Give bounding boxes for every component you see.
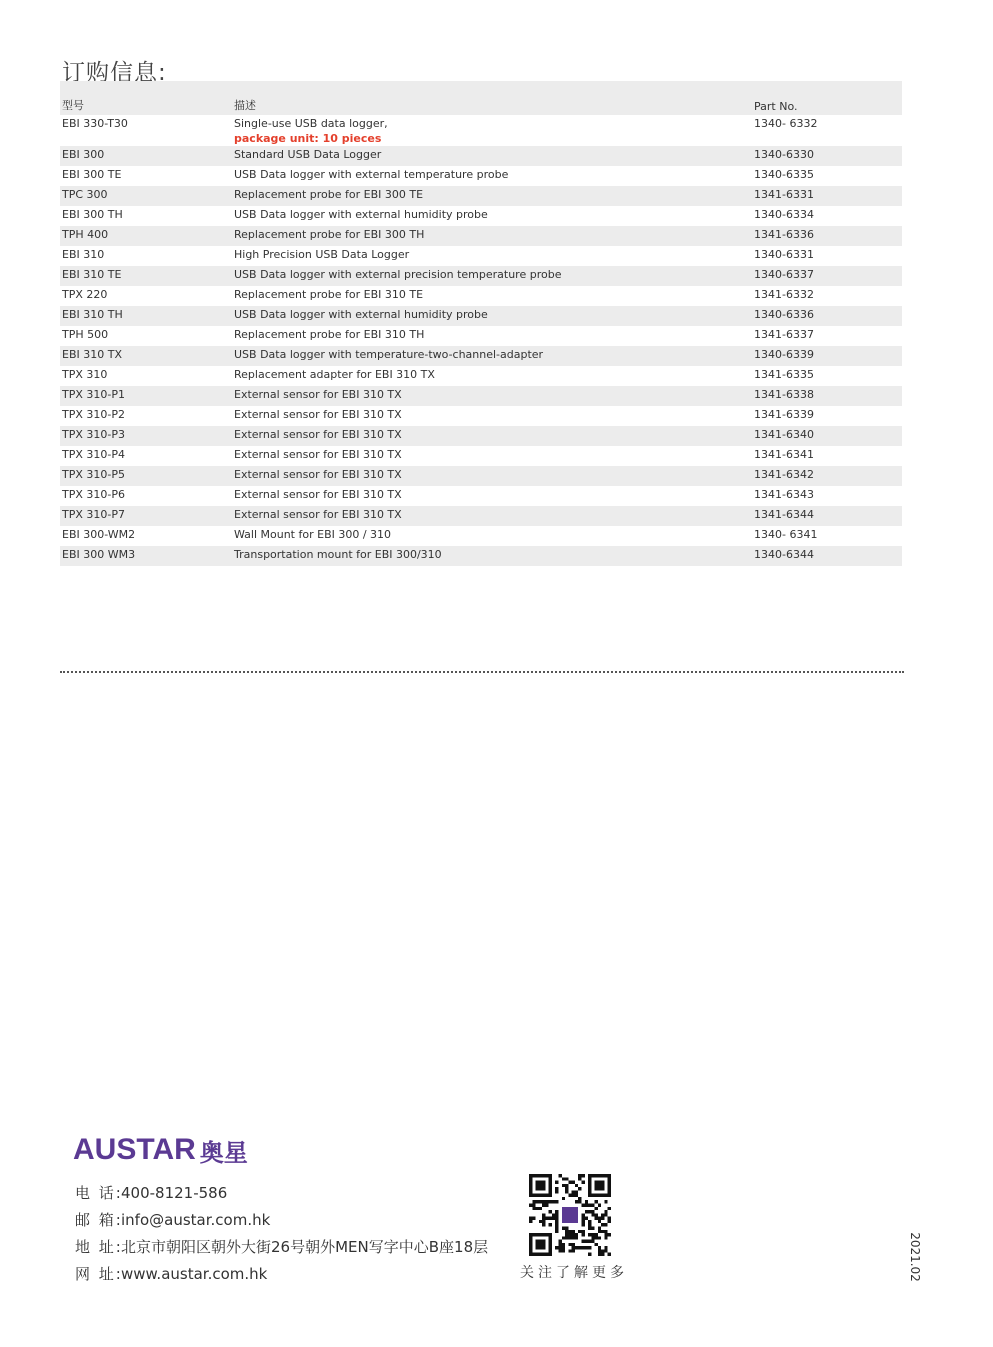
cell-part-no: 1340-6336 xyxy=(754,308,814,321)
table-row xyxy=(60,386,902,406)
cell-part-no: 1341-6331 xyxy=(754,188,814,201)
description-text: High Precision USB Data Logger xyxy=(234,248,410,261)
table-row xyxy=(60,366,902,386)
table-row xyxy=(60,466,902,486)
cell-model: TPH 400 xyxy=(62,228,109,241)
ordering-table xyxy=(60,81,902,566)
table-row xyxy=(60,326,902,346)
description-text: USB Data logger with external humidity probe xyxy=(234,308,488,321)
cell-description xyxy=(232,246,752,266)
cell-model: TPX 310-P7 xyxy=(62,508,125,521)
cell-description xyxy=(232,446,752,466)
cell-description xyxy=(232,426,752,446)
cell-model: TPX 220 xyxy=(62,288,108,301)
cell-part-no: 1341-6344 xyxy=(754,508,814,521)
table-header-row xyxy=(60,81,902,115)
table-row xyxy=(60,346,902,366)
cell-model: TPX 310-P6 xyxy=(62,488,125,501)
cell-description xyxy=(232,206,752,226)
cell-description xyxy=(232,466,752,486)
website-value[interactable]: www.austar.com.hk xyxy=(121,1265,268,1283)
contact-info xyxy=(75,1180,488,1288)
cell-part-no: 1341-6338 xyxy=(754,388,814,401)
contact-label: 电 话: xyxy=(75,1184,123,1202)
cell-description xyxy=(232,286,752,306)
description-text: Replacement probe for EBI 310 TE xyxy=(234,288,424,301)
table-row xyxy=(60,306,902,326)
cell-part-no: 1341-6341 xyxy=(754,448,814,461)
contact-phone xyxy=(75,1180,488,1207)
cell-part-no: 1340-6339 xyxy=(754,348,814,361)
package-note: package unit: 10 pieces xyxy=(234,132,382,145)
description-text: Standard USB Data Logger xyxy=(234,148,382,161)
cell-part-no: 1340-6330 xyxy=(754,148,814,161)
description-text: Transportation mount for EBI 300/310 xyxy=(234,548,442,561)
cell-description xyxy=(232,506,752,526)
cell-part-no: 1340-6344 xyxy=(754,548,814,561)
contact-label: 地 址: xyxy=(75,1238,123,1256)
cell-model: TPH 500 xyxy=(62,328,109,341)
cell-part-no: 1341-6332 xyxy=(754,288,814,301)
description-text: External sensor for EBI 310 TX xyxy=(234,448,402,461)
description-text: External sensor for EBI 310 TX xyxy=(234,388,402,401)
description-text: External sensor for EBI 310 TX xyxy=(234,468,402,481)
table-row xyxy=(60,526,902,546)
cell-part-no: 1340- 6341 xyxy=(754,528,818,541)
table-row xyxy=(60,115,902,146)
logo-text-cn: 奥星 xyxy=(199,1138,248,1167)
description-text: External sensor for EBI 310 TX xyxy=(234,408,402,421)
cell-model: EBI 330-T30 xyxy=(62,117,128,130)
cell-part-no: 1340-6337 xyxy=(754,268,814,281)
table-row xyxy=(60,506,902,526)
austar-logo xyxy=(73,1133,248,1167)
header-description: 描述 xyxy=(234,99,256,112)
table-row xyxy=(60,186,902,206)
cell-model: TPX 310-P1 xyxy=(62,388,125,401)
cell-part-no: 1341-6339 xyxy=(754,408,814,421)
cell-model: TPX 310-P2 xyxy=(62,408,125,421)
cell-model: EBI 300-WM2 xyxy=(62,528,136,541)
qr-caption: 关注了解更多 xyxy=(520,1265,628,1281)
cell-model: TPC 300 xyxy=(62,188,108,201)
table-row xyxy=(60,246,902,266)
address-value: 北京市朝阳区朝外大街26号朝外MEN写字中心B座18层 xyxy=(121,1238,489,1256)
cell-part-no: 1341-6340 xyxy=(754,428,814,441)
cell-description xyxy=(232,486,752,506)
cell-part-no: 1341-6335 xyxy=(754,368,814,381)
header-model: 型号 xyxy=(62,99,84,112)
cell-part-no: 1341-6342 xyxy=(754,468,814,481)
cell-part-no: 1340-6335 xyxy=(754,168,814,181)
qr-code-icon xyxy=(529,1174,611,1256)
table-row xyxy=(60,226,902,246)
cell-model: EBI 310 TX xyxy=(62,348,122,361)
cell-model: EBI 300 xyxy=(62,148,105,161)
description-text: USB Data logger with external temperature probe xyxy=(234,168,509,181)
table-row xyxy=(60,166,902,186)
cell-description xyxy=(232,326,752,346)
cell-model: TPX 310 xyxy=(62,368,108,381)
cell-part-no: 1341-6343 xyxy=(754,488,814,501)
cell-model: EBI 300 TE xyxy=(62,168,122,181)
cell-description xyxy=(232,346,752,366)
cell-description xyxy=(232,306,752,326)
cell-model: EBI 300 WM3 xyxy=(62,548,136,561)
description-text: External sensor for EBI 310 TX xyxy=(234,488,402,501)
table-row xyxy=(60,486,902,506)
cell-part-no: 1341-6337 xyxy=(754,328,814,341)
table-row xyxy=(60,426,902,446)
description-text: External sensor for EBI 310 TX xyxy=(234,508,402,521)
cell-model: TPX 310-P5 xyxy=(62,468,125,481)
contact-website xyxy=(75,1261,488,1288)
description-text: Replacement adapter for EBI 310 TX xyxy=(234,368,435,381)
cell-description xyxy=(232,186,752,206)
table-row xyxy=(60,146,902,166)
header-part-no: Part No. xyxy=(754,100,798,113)
description-text: Replacement probe for EBI 310 TH xyxy=(234,328,425,341)
contact-label: 网 址: xyxy=(75,1265,123,1283)
cell-description xyxy=(232,406,752,426)
cell-description xyxy=(232,386,752,406)
table-row xyxy=(60,286,902,306)
description-text: USB Data logger with temperature-two-channel-adapter xyxy=(234,348,544,361)
section-title: 订购信息: xyxy=(62,60,167,86)
table-row xyxy=(60,266,902,286)
description-text: Replacement probe for EBI 300 TH xyxy=(234,228,425,241)
description-text: Wall Mount for EBI 300 / 310 xyxy=(234,528,392,541)
contact-label: 邮 箱: xyxy=(75,1211,123,1229)
cell-description xyxy=(232,526,752,546)
description-text: External sensor for EBI 310 TX xyxy=(234,428,402,441)
table-row xyxy=(60,206,902,226)
cell-model: TPX 310-P3 xyxy=(62,428,125,441)
contact-email xyxy=(75,1207,488,1234)
table-body xyxy=(60,115,902,566)
table-row xyxy=(60,546,902,566)
cell-model: TPX 310-P4 xyxy=(62,448,125,461)
cell-model: EBI 300 TH xyxy=(62,208,123,221)
description-text: Replacement probe for EBI 300 TE xyxy=(234,188,424,201)
contact-address xyxy=(75,1234,488,1261)
cell-part-no: 1340- 6332 xyxy=(754,117,818,130)
cell-description xyxy=(232,166,752,186)
email-value[interactable]: info@austar.com.hk xyxy=(121,1211,271,1229)
logo-text-en: AUSTAR xyxy=(73,1133,196,1166)
cell-model: EBI 310 TH xyxy=(62,308,123,321)
cell-model: EBI 310 TE xyxy=(62,268,122,281)
dotted-divider xyxy=(60,671,904,673)
table-row xyxy=(60,446,902,466)
print-date: 2021.02 xyxy=(907,1232,922,1282)
cell-model: EBI 310 xyxy=(62,248,105,261)
description-text: USB Data logger with external precision temperature probe xyxy=(234,268,562,281)
cell-description xyxy=(232,226,752,246)
table-row xyxy=(60,406,902,426)
cell-description xyxy=(232,546,752,566)
cell-part-no: 1340-6334 xyxy=(754,208,814,221)
cell-description xyxy=(232,146,752,166)
cell-description xyxy=(232,366,752,386)
cell-part-no: 1340-6331 xyxy=(754,248,814,261)
cell-description xyxy=(232,115,752,146)
phone-value: 400-8121-586 xyxy=(121,1184,228,1202)
description-text: USB Data logger with external humidity probe xyxy=(234,208,488,221)
cell-description xyxy=(232,266,752,286)
cell-part-no: 1341-6336 xyxy=(754,228,814,241)
description-text: Single-use USB data logger, xyxy=(234,117,388,130)
